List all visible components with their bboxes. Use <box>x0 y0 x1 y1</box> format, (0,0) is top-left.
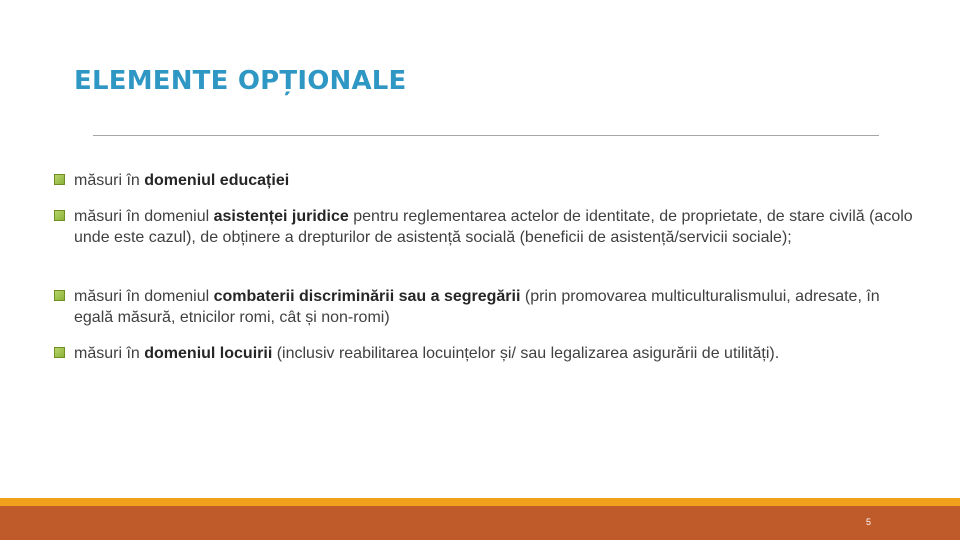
checkbox-icon <box>54 174 65 185</box>
bullet-text-plain: măsuri în <box>74 172 145 189</box>
bullet-item-education <box>54 170 289 191</box>
bullet-text-plain: măsuri în domeniul <box>74 208 214 225</box>
bullet-text-plain: (prin promovarea multiculturalismului, adresate, în egală măsură, etnicilor romi, cât și non-romi) <box>74 288 880 326</box>
bullet-text-bold: combaterii discriminării sau a segregării <box>213 288 521 305</box>
checkbox-icon <box>54 290 65 301</box>
bullet-text-plain: măsuri în <box>74 345 145 362</box>
page-number: 5 <box>866 517 872 527</box>
bullet-text-bold: asistenței juridice <box>213 208 349 225</box>
title-divider <box>93 135 879 136</box>
checkbox-icon <box>54 210 65 221</box>
bullet-text-plain: pentru reglementarea actelor de identitate, de proprietate, de stare civilă (acolo unde este cazul), de obținere a drepturilor de asistență socială (beneficii de asistență/servicii sociale); <box>74 208 913 246</box>
footer-bar <box>0 506 960 540</box>
bullet-item-legal-assistance <box>54 206 918 248</box>
bullet-item-housing <box>54 343 779 364</box>
bullet-item-discrimination <box>54 286 918 328</box>
slide-title: ELEMENTE OPȚIONALE <box>74 66 407 96</box>
bullet-text-bold: domeniul locuirii <box>144 345 273 362</box>
bullet-text-bold: domeniul educației <box>144 172 290 189</box>
bullet-text-plain: (inclusiv reabilitarea locuințelor și/ sau legalizarea asigurării de utilități). <box>272 345 780 362</box>
footer-accent-bar <box>0 498 960 506</box>
checkbox-icon <box>54 347 65 358</box>
bullet-text-plain: măsuri în domeniul <box>74 288 214 305</box>
